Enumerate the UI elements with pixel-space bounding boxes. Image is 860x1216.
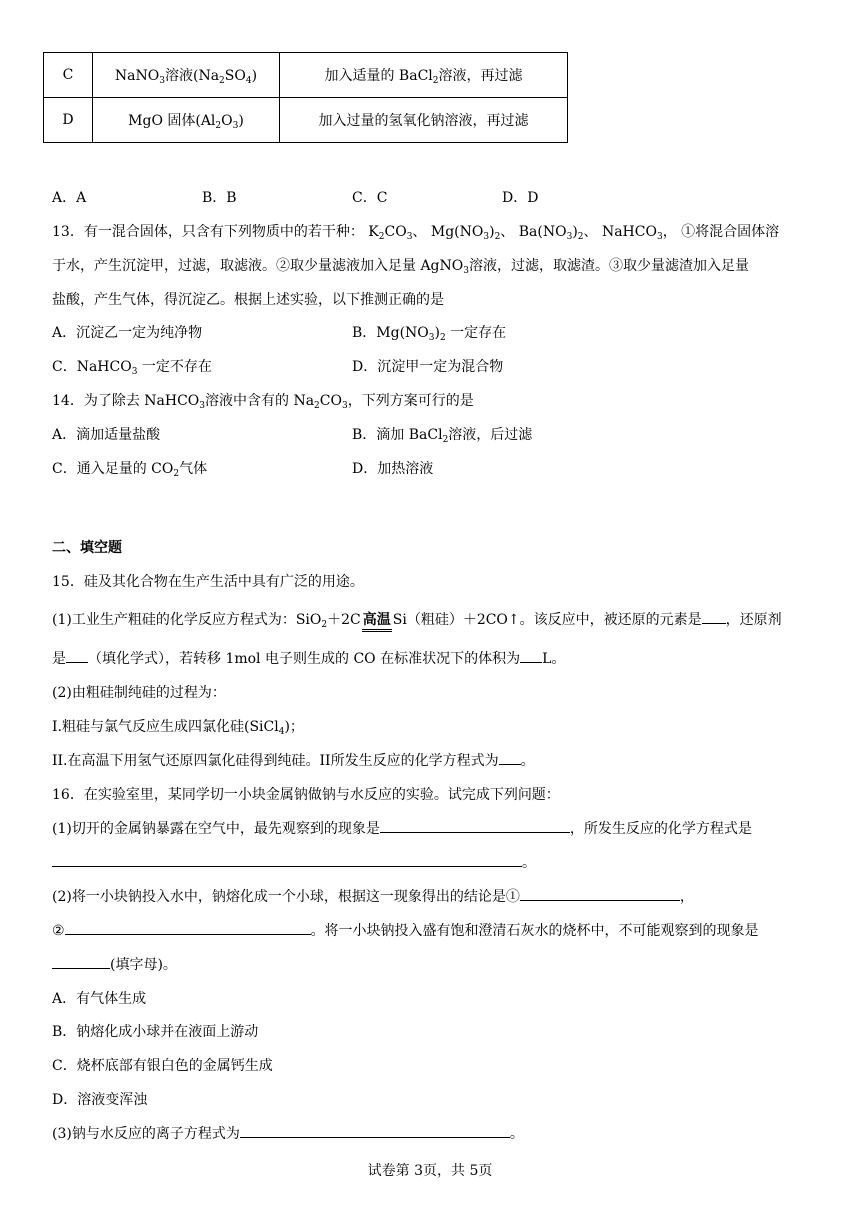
q13-stem-line2: 于水，产生沉淀甲，过滤，取滤液。②取少量滤液加入足量 AgNO$_3$溶液，过滤，取滤渣。③取少量滤渣加入足量 bbox=[52, 258, 749, 276]
answer-blank[interactable] bbox=[499, 750, 521, 765]
q16-choice-d: D．溶液变浑浊 bbox=[52, 1092, 148, 1108]
q16-part2-line2: ② 。将一小块钠投入盛有饱和澄清石灰水的烧杯中，不可能观察到的现象是 bbox=[52, 920, 759, 940]
q12-choice-d: D．D bbox=[502, 190, 539, 206]
answer-blank[interactable] bbox=[240, 1123, 510, 1138]
q16-choice-b: B．钠熔化成小球并在液面上游动 bbox=[52, 1024, 259, 1040]
option-label: D bbox=[44, 98, 93, 143]
q13-stem-line1: 13．有一混合固体，只含有下列物质中的若干种： $K_2CO_3$、 $Mg(NO_3)_2$、 $Ba(NO_3)_2$、 NaHCO$_3$， ①将混合固体溶 bbox=[52, 224, 780, 242]
reaction-condition: 高温 bbox=[361, 609, 393, 631]
answer-blank[interactable] bbox=[65, 920, 311, 935]
q13-choice-b: B．$Mg(NO_3)_2$ 一定存在 bbox=[352, 325, 507, 343]
q16-choice-a: A．有气体生成 bbox=[52, 991, 147, 1007]
answer-blank[interactable] bbox=[520, 886, 680, 901]
substance-cell: NaNO$_3$溶液$(Na_2SO_4)$ bbox=[93, 53, 280, 98]
section-heading: 二、填空题 bbox=[52, 540, 122, 556]
q15-part2-intro: (2)由粗硅制纯硅的过程为： bbox=[52, 685, 226, 701]
q16-part3: (3)钠与水反应的离子方程式为 。 bbox=[52, 1123, 524, 1143]
q16-intro: 16．在实验室里，某同学切一小块金属钠做钠与水反应的实验。试完成下列问题： bbox=[52, 787, 560, 803]
answer-blank[interactable] bbox=[520, 648, 542, 663]
q16-part2-line1: (2)将一小块钠投入水中，钠熔化成一个小球，根据这一现象得出的结论是① ， bbox=[52, 886, 694, 906]
q16-part1-line2: 。 bbox=[52, 852, 536, 872]
q13-choice-c: C．NaHCO$_3$ 一定不存在 bbox=[52, 359, 212, 377]
options-table bbox=[43, 52, 568, 143]
answer-blank[interactable] bbox=[52, 954, 110, 969]
q15-step-ii: II.在高温下用氢气还原四氯化硅得到纯硅。II所发生反应的化学方程式为 。 bbox=[52, 750, 535, 770]
substance-cell: MgO 固体$(Al_2O_3)$ bbox=[93, 98, 280, 143]
q14-stem: 14．为了除去 NaHCO$_3$溶液中含有的 $Na_2CO_3$，下列方案可行的是 bbox=[52, 393, 474, 411]
table-row bbox=[44, 53, 568, 98]
q15-step-i: I.粗硅与氯气反应生成四氯化硅(SiCl$_4$)； bbox=[52, 719, 304, 737]
answer-blank[interactable] bbox=[52, 852, 522, 867]
q16-choice-c: C．烧杯底部有银白色的金属钙生成 bbox=[52, 1058, 273, 1074]
answer-blank[interactable] bbox=[380, 818, 570, 833]
answer-blank[interactable] bbox=[66, 648, 88, 663]
q13-choice-a: A．沉淀乙一定为纯净物 bbox=[52, 325, 203, 341]
q14-choice-a: A．滴加适量盐酸 bbox=[52, 427, 161, 443]
q16-part1-line1: (1)切开的金属钠暴露在空气中，最先观察到的现象是 ，所发生反应的化学方程式是 bbox=[52, 818, 752, 838]
table-row bbox=[44, 98, 568, 143]
q12-choice-c: C．C bbox=[352, 190, 388, 206]
q13-stem-line3: 盐酸，产生气体，得沉淀乙。根据上述实验，以下推测正确的是 bbox=[52, 292, 444, 308]
q12-choice-a: A．A bbox=[52, 190, 87, 206]
q13-choice-d: D．沉淀甲一定为混合物 bbox=[352, 359, 504, 375]
q15-intro: 15．硅及其化合物在生产生活中具有广泛的用途。 bbox=[52, 574, 364, 590]
q16-part2-line3: (填字母)。 bbox=[52, 954, 177, 974]
q14-choice-b: B．滴加 BaCl$_2$溶液，后过滤 bbox=[352, 427, 533, 445]
q15-part1-line2: 是 （填化学式），若转移 1mol 电子则生成的 CO 在标准状况下的体积为 L。 bbox=[52, 648, 565, 668]
q14-choice-d: D．加热溶液 bbox=[352, 461, 434, 477]
q14-choice-c: C．通入足量的 $CO_2$气体 bbox=[52, 461, 208, 479]
q12-choice-b: B．B bbox=[202, 190, 237, 206]
q15-part1-line1: (1)工业生产粗硅的化学反应方程式为：SiO$_2$＋2C 高温 Si（粗硅）＋2CO↑。该反应中，被还原的元素是 ，还原剂 bbox=[52, 609, 782, 631]
method-cell: 加入适量的 BaCl$_2$溶液，再过滤 bbox=[280, 53, 568, 98]
answer-blank[interactable] bbox=[702, 609, 726, 624]
method-cell: 加入过量的氢氧化钠溶液，再过滤 bbox=[280, 98, 568, 143]
option-label: C bbox=[44, 53, 93, 98]
page-footer: 试卷第 3页，共 5页 bbox=[367, 1163, 493, 1179]
